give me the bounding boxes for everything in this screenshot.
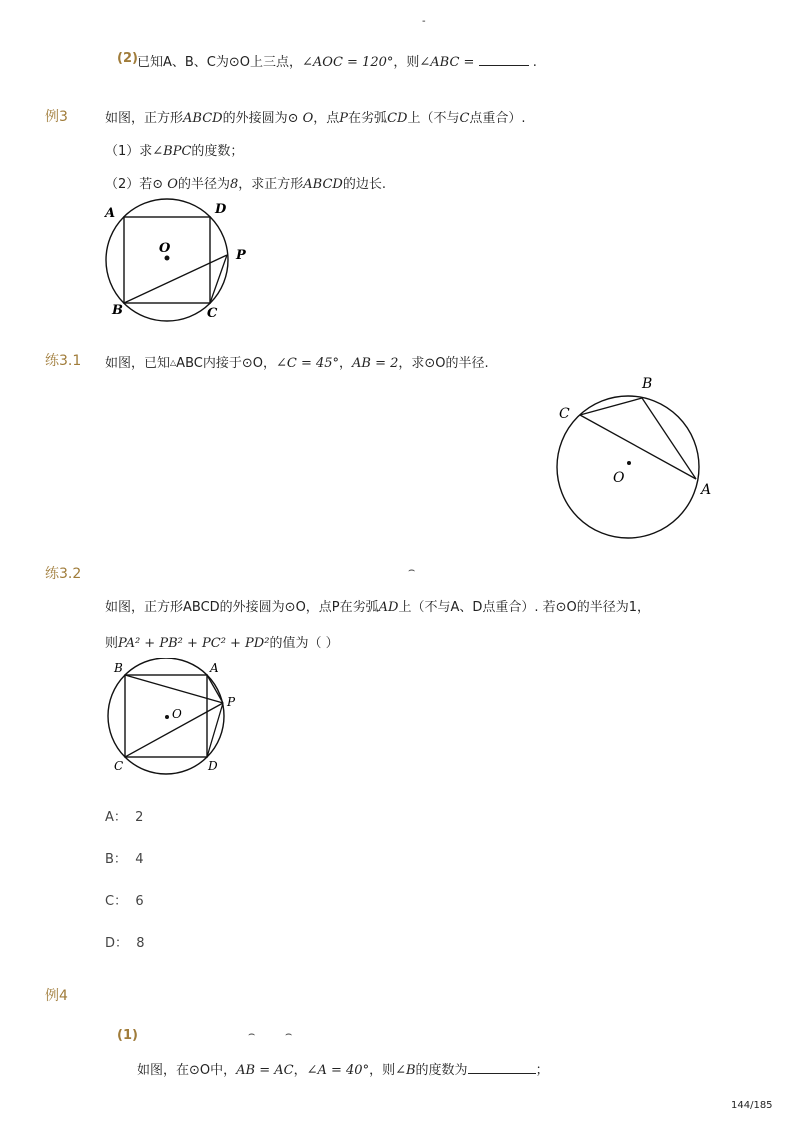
practice-3-1-text: [105, 352, 489, 371]
point-label-b: B: [642, 376, 653, 392]
p31-text: ABC内接于⊙O，: [176, 356, 276, 371]
ex3-math: ABCD: [183, 111, 223, 126]
point-label-c: C: [114, 759, 124, 773]
option-value: 2: [135, 810, 144, 825]
option-value: 4: [135, 852, 144, 867]
example-4-label: 例4: [45, 988, 68, 1004]
p32-text: 如图，正方形ABCD的外接圆为⊙O，点P在劣弧: [105, 600, 379, 615]
point-label-d: D: [208, 759, 218, 773]
option-value: 6: [135, 894, 144, 909]
segment-bp: [125, 675, 223, 703]
option-value: 8: [136, 936, 145, 951]
ex4-text: ，则: [369, 1063, 396, 1078]
q2-math-b: ∠ABC =: [419, 55, 475, 70]
example-3-figure: [95, 195, 265, 325]
answer-blank[interactable]: [479, 53, 529, 66]
option-d[interactable]: D： 8: [105, 936, 145, 951]
point-label-o: O: [172, 707, 182, 721]
practice-3-2-line-2: [105, 632, 339, 651]
option-key: D: [105, 936, 116, 951]
ex4-math: ∠B: [395, 1063, 416, 1078]
ex3-q1-text: 的度数；: [191, 144, 244, 159]
example-3-question-1: [105, 140, 243, 159]
example-3-line-1: [105, 107, 526, 126]
point-label-c: C: [207, 306, 218, 321]
ex3-math: P: [339, 111, 349, 126]
ex3-text: 如图，正方形: [105, 111, 184, 126]
segment-ca: [580, 415, 696, 479]
example-3-question-2: [105, 173, 386, 192]
practice-3-2-label: 练3.2: [45, 566, 82, 582]
point-label-p: P: [227, 695, 236, 709]
option-key: C: [105, 894, 115, 909]
point-label-a: A: [210, 661, 219, 675]
p32-text: 上（不与A、D点重合）. 若⊙O的半径为1，: [398, 600, 651, 615]
example-3-label: 例3: [45, 109, 68, 125]
ex3-q2-text: （2）若: [105, 177, 153, 192]
ex4-math: AB = AC: [236, 1063, 294, 1078]
ex4-end: ；: [535, 1063, 549, 1078]
ex3-q2-math: ABCD: [303, 177, 343, 192]
option-key: A: [105, 810, 114, 825]
center-point: [165, 256, 170, 261]
ex4-text: ，: [293, 1063, 307, 1078]
page-top-mark: -: [422, 16, 426, 27]
p31-text: ，: [339, 356, 353, 371]
p32-math: PA² + PB² + PC² + PD²: [118, 636, 270, 651]
practice-3-2-line-1: [105, 596, 650, 615]
ex3-q1-math: ∠BPC: [152, 144, 192, 159]
ex3-q1-text: （1）求: [105, 144, 153, 159]
segment-ba: [642, 398, 696, 479]
arc-mark: ⌢: [408, 563, 416, 576]
q2-text-a: 已知A、B、C为⊙O上三点，: [137, 55, 303, 70]
ex4-math: ∠A = 40°: [306, 1063, 370, 1078]
arc-mark: ⌢: [285, 1027, 293, 1040]
p31-text: 如图，已知: [105, 356, 171, 371]
center-point: [165, 715, 169, 719]
point-label-a: A: [701, 482, 712, 498]
segment-bp: [124, 255, 227, 303]
point-label-c: C: [559, 406, 570, 422]
ex4-text: 的度数为: [415, 1063, 468, 1078]
ex3-q2-math: ⊙ O: [152, 177, 178, 192]
practice-3-1-figure: [545, 372, 735, 540]
point-label-a: A: [105, 206, 116, 221]
example-4-text: [137, 1059, 549, 1078]
point-label-o: O: [159, 241, 171, 256]
segment-cb: [580, 398, 642, 415]
p31-math: AB = 2: [352, 356, 399, 371]
ex3-math: CD: [387, 111, 408, 126]
question-2-text: [137, 51, 537, 70]
center-point: [627, 461, 631, 465]
circle-o: [557, 396, 699, 538]
arc-mark: ⌢: [248, 1027, 256, 1040]
ex3-text: 在劣弧: [348, 111, 388, 126]
ex3-math: ⊙ O: [287, 111, 314, 126]
page-number: 144/185: [731, 1100, 773, 1111]
question-2-label: (2): [117, 51, 138, 66]
example-4-sub-label: (1): [117, 1028, 138, 1043]
ex3-text: 点重合）.: [469, 111, 526, 126]
q2-text-b: ，则: [393, 55, 420, 70]
point-label-p: P: [236, 248, 246, 263]
p31-math: ∠C = 45°: [275, 356, 340, 371]
q2-end: .: [532, 55, 537, 70]
q2-math-a: ∠AOC = 120°: [302, 55, 394, 70]
option-b[interactable]: B： 4: [105, 852, 144, 867]
point-label-b: B: [112, 303, 123, 318]
point-label-d: D: [215, 202, 227, 217]
option-key: B: [105, 852, 114, 867]
ex3-q2-text: ，求正方形: [238, 177, 304, 192]
triangle-symbol: △: [170, 358, 177, 367]
p31-text: ，求⊙O的半径.: [398, 356, 489, 371]
ex3-text: 的外接圆为: [222, 111, 288, 126]
ex3-q2-text: 的边长.: [342, 177, 386, 192]
p32-text: 则: [105, 636, 119, 651]
answer-blank[interactable]: [468, 1061, 536, 1074]
ex3-q2-math: 8: [229, 177, 239, 192]
practice-3-2-figure: [100, 658, 250, 780]
ex4-text: 如图，在⊙O中，: [137, 1063, 237, 1078]
practice-3-1-label: 练3.1: [45, 353, 82, 369]
ex3-q2-text: 的半径为: [177, 177, 230, 192]
p32-text: 的值为（ ）: [269, 636, 339, 651]
point-label-o: O: [613, 470, 625, 486]
ex3-text: ，点: [313, 111, 340, 126]
p32-math: AD: [378, 600, 399, 615]
option-a[interactable]: A： 2: [105, 810, 144, 825]
point-label-b: B: [114, 661, 123, 675]
ex3-text: 上（不与: [407, 111, 460, 126]
option-c[interactable]: C： 6: [105, 894, 144, 909]
ex3-math: C: [459, 111, 470, 126]
